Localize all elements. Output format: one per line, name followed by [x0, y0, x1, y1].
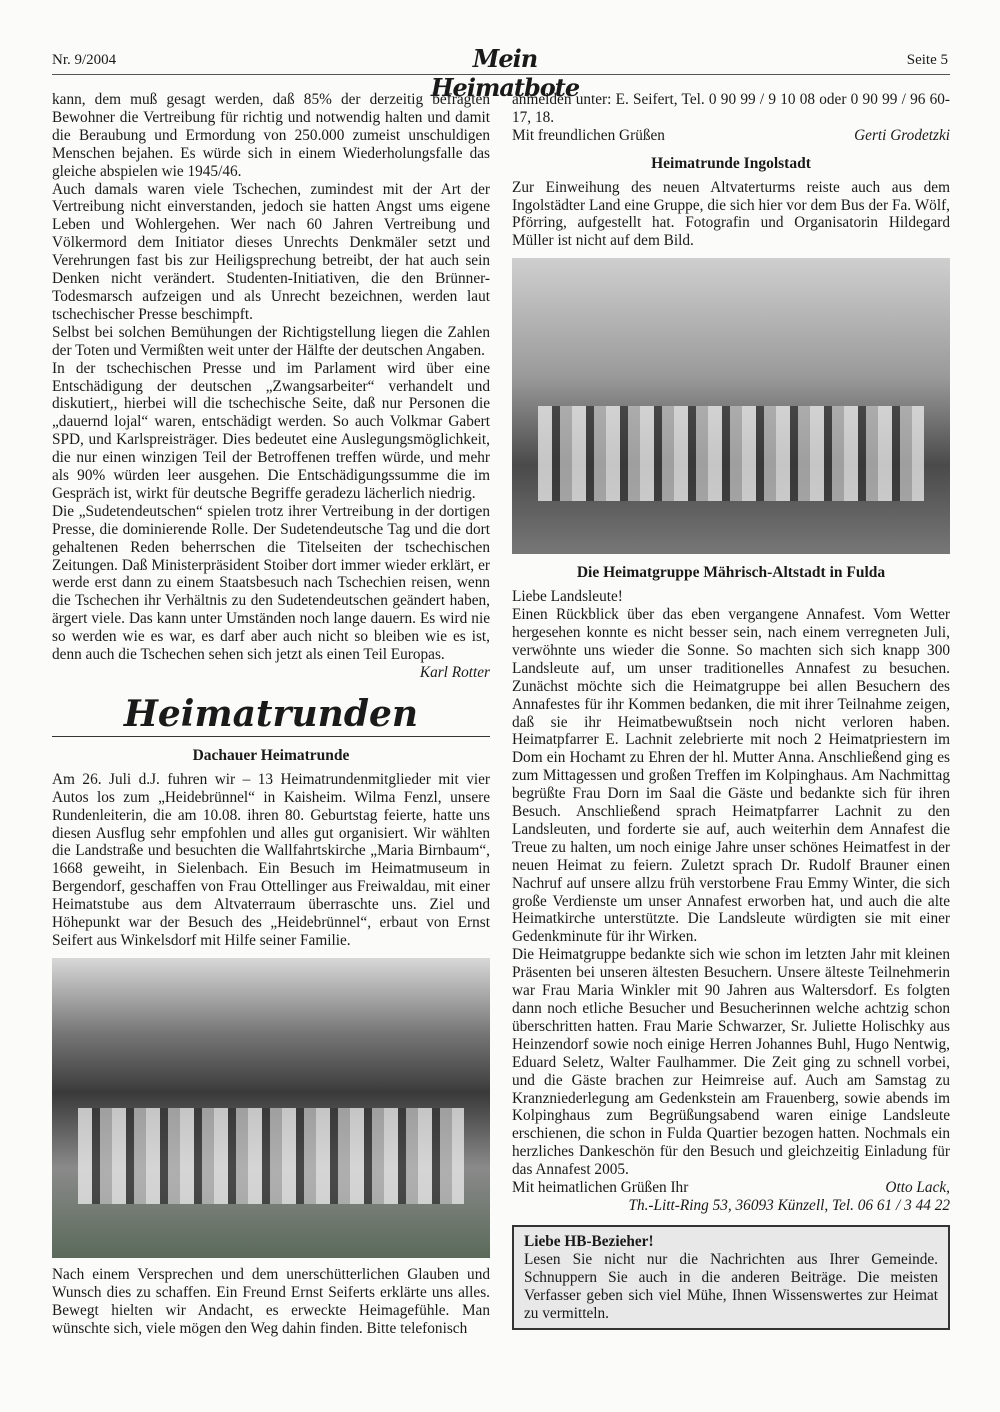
paragraph: Am 26. Juli d.J. fuhren wir – 13 Heimatrundenmitglieder mit vier Autos los zum „Heidebrünnel“ in Kaisheim. Wilma Fenzl, unsere Rundenleiterin, die am 10.08. ihren 80. Geburtstag feierte, hatte uns diesen Ausflug sehr empfohlen und alles gut organisiert. Wir wählten die Landstraße und besuchten die Wallfahrtskirche „Maria Birnbaum“, 1668 geweiht, in Sielenbach. Ein Besuch im Heimatmuseum in Bergendorf, geschaffen von Frau Ottellinger aus Freiwaldau, mit einer Heimatstube aus dem Altvaterraum überraschte uns. Ziel und Höhepunkt war der Besuch des „Heidebrünnel“, erbaut von Ernst Seifert aus Winkelsdorf mit Hilfe seiner Familie. — [52, 770, 490, 949]
closing: Mit heimatlichen Grüßen Ihr — [512, 1179, 689, 1197]
masthead-logo: Mein Heimatbote — [430, 44, 580, 102]
article-title: Heimatrunde Ingolstadt — [651, 154, 811, 172]
notice-title: Liebe HB-Bezieher! — [524, 1232, 654, 1250]
header-rule — [52, 74, 950, 75]
paragraph: Auch damals waren viele Tschechen, zumindest mit der Art der Vertreibung nicht einverstanden, jedoch sie hatten Angst ums eigene Leben und Wohlergehen. Wer nach 60 Jahren Vertreibung und Völkermord dem Initiator dieses Unrechts Denkmäler setzt und Verehrungen fast bis zur Heiligsprechung betreibt, der hat auch sein Denken nicht verändert. Studenten-Initiativen, die den Brünner-Todesmarsch aufzeigen und als Unrecht bezeichnen, werden laut tschechischer Presse beschimpft. — [52, 180, 490, 323]
paragraph: Zur Einweihung des neuen Altvaterturms reiste auch aus dem Ingolstädter Land eine Gruppe, die sich hier vor dem Bus der Fa. Wölf, Pförring, aufgestellt hat. Fotografin und Organisatorin Hildegard Müller ist nicht auf dem Bild. — [512, 178, 950, 250]
author-address: Th.-Litt-Ring 53, 36093 Künzell, Tel. 06 61 / 3 44 22 — [628, 1196, 950, 1214]
article-title: Dachauer Heimatrunde — [192, 746, 350, 764]
paragraph: Die „Sudetendeutschen“ spielen trotz ihrer Vertreibung in der dortigen Presse, die dominierende Rolle. Der Sudetendeutsche Tag und die dort gehaltenen Reden beherrschen die Titelseiten der tschechischen Zeitungen. Daß Ministerpräsident Stoiber dort immer wieder erklärt, er werde erst dann zu einem Staatsbesuch nach Tschechien reisen, wenn die Tschechen ihr Verhältnis zu den Sudetendeutschen geändert haben, ärgert viele. Das kann unter Umständen noch lange dauern. Es wird nie so werden wie es war, es darf aber auch nicht so bleiben wie es ist, denn auch die Tschechen sehen sich jetzt als einen Teil Europas. — [52, 502, 490, 664]
notice-text: Lesen Sie nicht nur die Nachrichten aus Ihrer Gemeinde. Schnuppern Sie auch in die anderen Beiträge. Die meisten Verfasser geben sich viel Mühe, Ihnen Wissenswertes zur Heimat zu vermitteln. — [524, 1250, 938, 1322]
paragraph: anmelden unter: E. Seifert, Tel. 0 90 99 / 9 10 08 oder 0 90 99 / 96 60- 17, 18. — [512, 91, 950, 126]
author-signature: Gerti Grodetzki — [854, 126, 950, 144]
right-column — [512, 91, 950, 1330]
paragraph: Einen Rückblick über das eben vergangene Annafest. Vom Wetter hergesehen konnte es nicht besser sein, nach einem verregneten Juli, verwöhnte uns wieder die Sonne. So machten sich sich knapp 300 Landsleute auf, um unser traditionelles Annafest zu besuchen. Zunächst möchte sich die Heimatgruppe bei allen Besuchern des Annafestes für ihr Kommen bedanken, die mit ihrer Teilnahme zeigen, daß sie ihr Heimatbewußtsein noch nicht verloren haben. Heimatpfarrer E. Lachnit zelebrierte mit noch 2 Heimatpriestern im Dom ein Hochamt zu Ehren der hl. Mutter Anna. Anschließend ging es zum Mittagessen und großen Treffen im Kolpinghaus. Am Nachmittag begrüßte Frau Dorn im Saal die Gäste und bedankte sich für ihren Besuch. Anschließend sprach Heimatpfarrer Lachnit zu den Landsleuten, und forderte sie auf, auch weiterhin dem Annafest die Treue zu halten, um noch einige Jahre unser schönes Heimatfest in der neuen Heimat zu feiern. Zuletzt sprach Dr. Rudolf Brauner einen Nachruf auf unsere allzu früh verstorbene Frau Emmy Winter, die sich große Verdienste um unser Annafest erworben hat, und auch die alte Heimatkirche unterstützte. Die Landsleute würdigten sie mit einer Gedenkminute für ihr Wirken. — [512, 606, 950, 946]
bus-group-photo — [512, 258, 950, 554]
page-number: Seite 5 — [906, 52, 948, 68]
issue-number: Nr. 9/2004 — [52, 52, 117, 68]
greeting-line — [512, 127, 950, 145]
paragraph: Liebe Landsleute! — [512, 588, 623, 606]
author-signature: Otto Lack, — [885, 1179, 950, 1197]
section-heading: Heimatrunden — [52, 692, 490, 737]
greeting: Mit freundlichen Grüßen — [512, 126, 665, 144]
paragraph: Die Heimatgruppe bedankte sich wie schon im letzten Jahr mit kleinen Präsenten bei unseren ältesten Besuchern. Unsere älteste Teilnehmerin war Frau Maria Winkler mit 90 Jahren aus Waltersdorf. Es folgten dann noch etliche Besucher und Besucherinnen welche achtzig schon überschritten hatten. Frau Marie Schwarzer, Sr. Juliette Holischky aus Heinzendorf sowie noch einige Herren Johannes Buhl, Hugo Nentwig, Eduard Seletz, Walter Faulhammer. Die Zeit ging zu schnell vorbei, und die Gäste brachen zur Heimreise auf. Auch am Samstag zu Kranzniederlegung am Gedenkstein am Frauenberg, sowie abends im Kolpinghaus zum Begrüßungsabend waren einige Landsleute erschienen, die schon in Fulda Quartier bezogen hatten. Nochmals ein herzliches Dankeschön für den Besuch und gleichzeitig Einladung für das Annafest 2005. — [512, 946, 950, 1179]
paragraph: Nach einem Versprechen und dem unerschütterlichen Glauben und Wunsch dies zu schaffen. Ein Freund Ernst Seiferts erklärte uns alles. Bewegt hielten wir Andacht, es erweckte Heimagefühle. Man wünschte sich, viele mögen den Weg dahin finden. Bitte telefonisch — [52, 1265, 490, 1337]
paragraph: kann, dem muß gesagt werden, daß 85% der derzeitig befragten Bewohner die Vertreibung für richtig und notwendig halten und damit die Beraubung und Ermordung von 250.000 zumeist unschuldigen Menschen bejahen. Es würde sich in einem Wiederholungsfalle das gleiche abspielen wie 1945/46. — [52, 91, 490, 180]
notice-box — [512, 1225, 950, 1331]
paragraph: In der tschechischen Presse und im Parlament wird über eine Entschädigung der deutschen „Zwangsarbeiter“ verhandelt und diskutiert,, hierbei will die tschechische Seite, daß nur Personen die „dauernd lojal“ waren, entschädigt werden. So auch Volkmar Gabert SPD, und Karlspreisträger. Dies bedeutet eine Auslegungsmöglichkeit, die nur einen winzigen Teil der Betroffenen treffen würde, und mehr als 90% würden leer ausgehen. Die Entschädigungssumme die im Gespräch ist, wirkt für deutsche Begriffe geradezu lächerlich niedrig. — [52, 359, 490, 502]
article-title: Die Heimatgruppe Mährisch-Altstadt in Fulda — [576, 564, 886, 582]
chapel-group-photo — [52, 958, 490, 1258]
left-column — [52, 91, 490, 1338]
paragraph: Selbst bei solchen Bemühungen der Richtigstellung liegen die Zahlen der Toten und Vermißten weit unter der Hälfte der deutschen Angaben. — [52, 323, 490, 359]
author-signature: Karl Rotter — [419, 664, 490, 681]
closing-line — [512, 1179, 950, 1197]
